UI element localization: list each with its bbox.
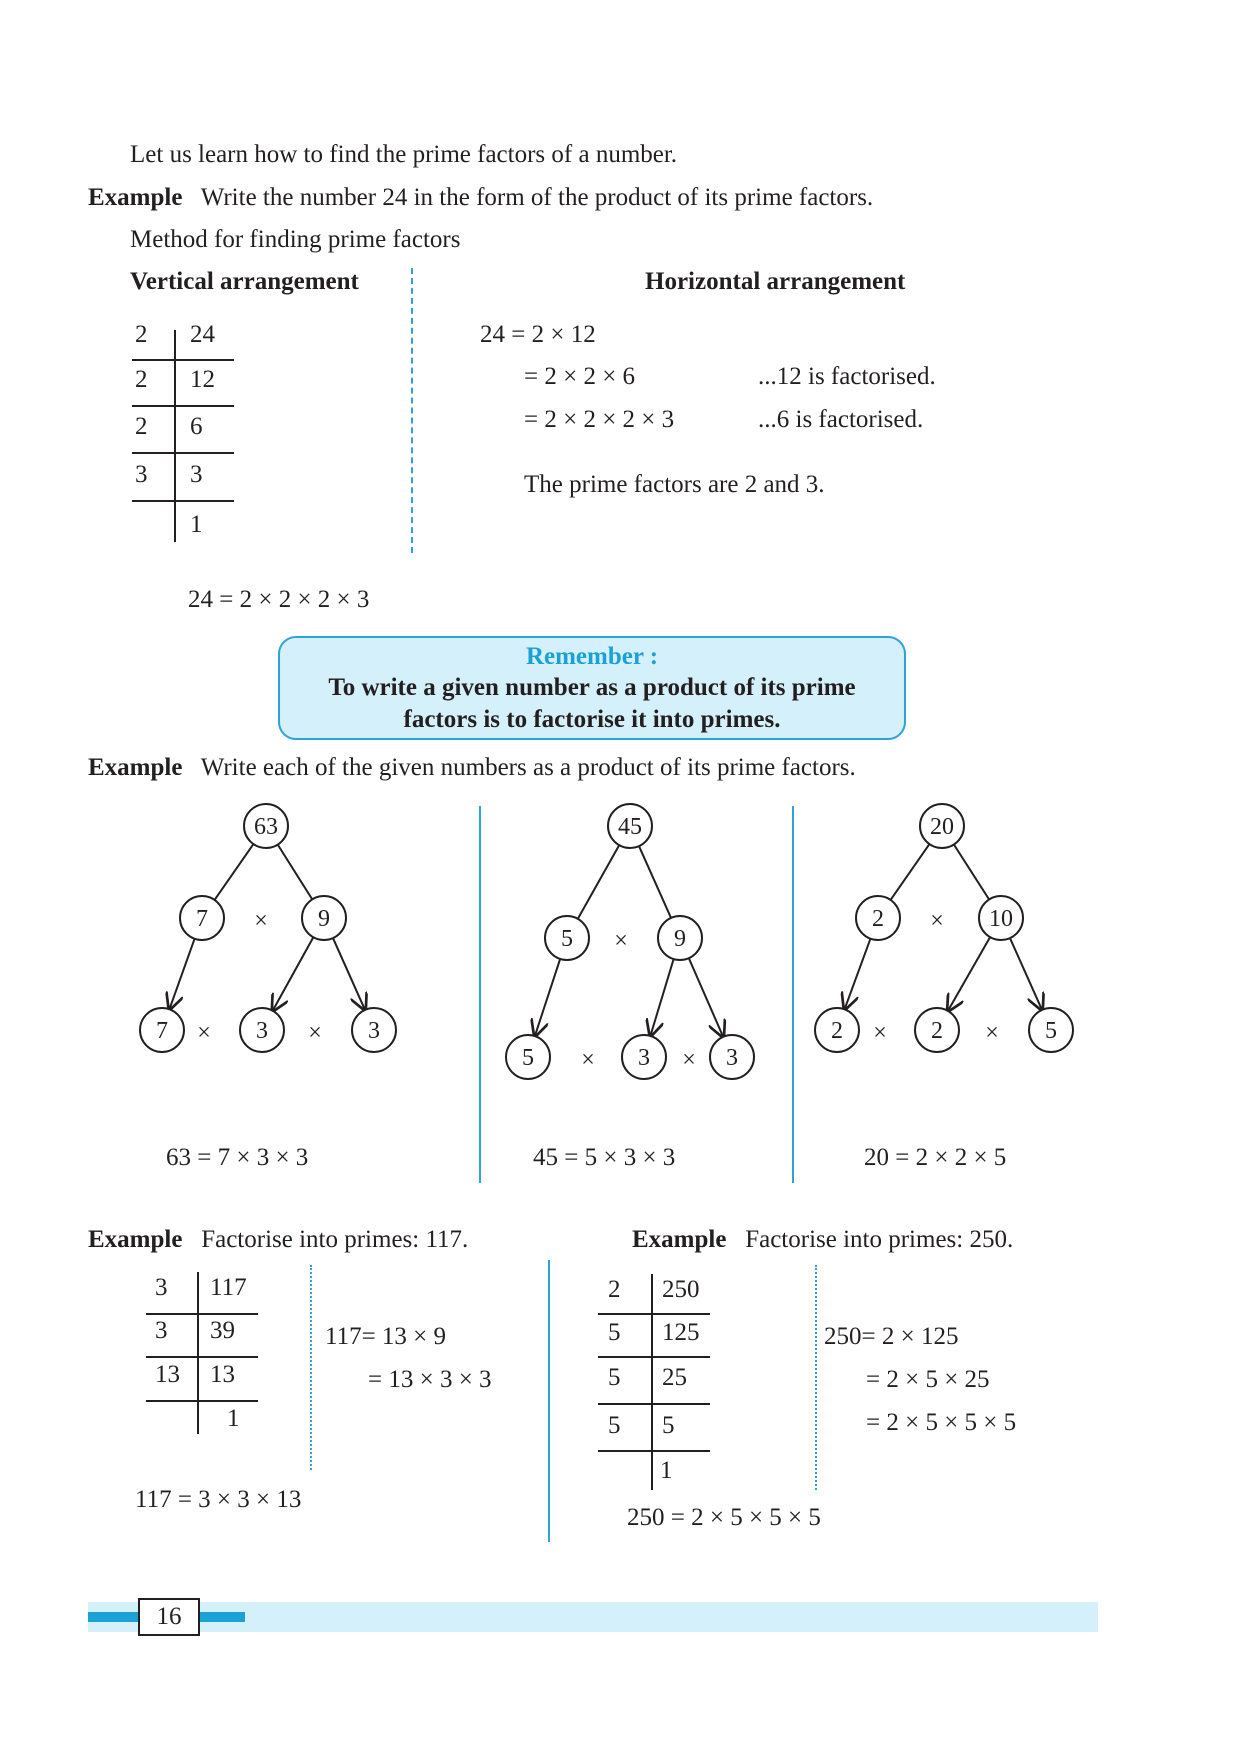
divisor: 13 [155, 1361, 180, 1388]
example-text: Write the number 24 in the form of the product of its prime factors. [200, 184, 874, 211]
table-rule [598, 1403, 710, 1405]
divisor: 5 [608, 1364, 621, 1391]
times-sign: × [197, 1020, 211, 1046]
quotient: 1 [227, 1405, 240, 1432]
horizontal-line: = 13 × 3 × 3 [368, 1366, 492, 1393]
example-3 [88, 1225, 468, 1255]
tree-prime-node: 3 [726, 1045, 738, 1071]
quotient: 6 [190, 413, 203, 440]
quotient: 25 [662, 1364, 687, 1391]
quotient: 3 [190, 461, 203, 488]
horizontal-line: = 2 × 5 × 5 × 5 [866, 1409, 1017, 1436]
tree-branch [650, 959, 673, 1036]
horizontal-line: 24 = 2 × 12 [480, 321, 596, 348]
horizontal-note: ...6 is factorised. [758, 406, 924, 433]
tree-branch [333, 938, 365, 1010]
horizontal-line: 250= 2 × 125 [824, 1323, 959, 1350]
tree-branch [535, 959, 560, 1036]
tree-root-node: 20 [930, 814, 954, 840]
remember-line: factors is to factorise it into primes. [403, 706, 781, 733]
quotient: 1 [660, 1457, 673, 1484]
times-sign: × [614, 928, 628, 954]
divisor: 2 [135, 321, 148, 348]
times-sign: × [930, 908, 944, 934]
vertical-heading: Vertical arrangement [130, 268, 359, 295]
dotted-separator [310, 1265, 312, 1470]
result-45: 45 = 5 × 3 × 3 [533, 1144, 676, 1171]
tree-prime-node: 3 [368, 1018, 380, 1044]
tree-factor-node: 10 [989, 906, 1013, 932]
table-rule [598, 1313, 710, 1315]
tree-prime-node: 7 [156, 1018, 168, 1044]
tree-branch [891, 844, 930, 900]
times-sign: × [682, 1047, 696, 1073]
tree-prime-node: 5 [1045, 1018, 1057, 1044]
table-rule [146, 1356, 258, 1358]
tree-branch [278, 845, 313, 900]
divisor: 2 [608, 1276, 621, 1303]
tree-factor-node: 9 [318, 906, 330, 932]
quotient: 13 [210, 1361, 235, 1388]
divisor: 2 [135, 413, 148, 440]
horizontal-line: = 2 × 2 × 6 [524, 363, 636, 390]
tree-prime-node: 3 [256, 1018, 268, 1044]
example-text: Factorise into primes: 117. [201, 1226, 469, 1253]
tree-branch [954, 845, 989, 900]
example-label: Example [88, 1226, 183, 1253]
result-20: 20 = 2 × 2 × 5 [864, 1144, 1007, 1171]
tree-factor-node: 7 [196, 906, 208, 932]
page-number: 16 [138, 1598, 200, 1636]
quotient: 1 [190, 511, 203, 538]
divisor: 3 [155, 1274, 168, 1301]
table-rule [146, 1313, 258, 1315]
example-label: Example [88, 754, 183, 781]
horizontal-line: = 2 × 2 × 2 × 3 [524, 406, 675, 433]
divisor: 5 [608, 1412, 621, 1439]
example-text: Factorise into primes: 250. [745, 1226, 1014, 1253]
tree-prime-node: 2 [831, 1018, 843, 1044]
tree-branch [845, 939, 871, 1010]
remember-line: To write a given number as a product of its prime [328, 674, 856, 701]
tree-branch [689, 958, 723, 1037]
table-divider [651, 1274, 653, 1490]
result-117: 117 = 3 × 3 × 13 [135, 1486, 302, 1513]
result-63: 63 = 7 × 3 × 3 [166, 1144, 309, 1171]
table-rule [598, 1450, 710, 1452]
tree-branch [639, 846, 671, 918]
times-sign: × [873, 1020, 887, 1046]
tree-branch [215, 844, 254, 900]
conclusion-text: The prime factors are 2 and 3. [524, 471, 825, 498]
table-rule [598, 1356, 710, 1358]
tree-root-node: 45 [618, 814, 642, 840]
times-sign: × [254, 908, 268, 934]
horizontal-line: = 2 × 5 × 25 [866, 1366, 990, 1393]
horizontal-note: ...12 is factorised. [758, 363, 936, 390]
intro-text: Let us learn how to find the prime factors of a number. [130, 141, 678, 168]
tree-branch [1010, 938, 1042, 1010]
tree-branch [578, 845, 619, 919]
example-separator [548, 1260, 550, 1542]
result-24: 24 = 2 × 2 × 2 × 3 [188, 586, 370, 613]
quotient: 5 [662, 1412, 675, 1439]
times-sign: × [985, 1020, 999, 1046]
remember-title: Remember : [525, 643, 659, 670]
quotient: 39 [210, 1317, 235, 1344]
horizontal-heading: Horizontal arrangement [645, 268, 906, 295]
tree-factor-node: 2 [872, 906, 884, 932]
tree-factor-node: 5 [561, 926, 573, 952]
tree-branch [948, 937, 990, 1011]
example-label: Example [88, 184, 183, 211]
times-sign: × [308, 1020, 322, 1046]
divisor: 2 [135, 366, 148, 393]
quotient: 117 [210, 1274, 247, 1301]
example-label: Example [632, 1226, 727, 1253]
divisor: 3 [135, 461, 148, 488]
times-sign: × [581, 1047, 595, 1073]
divisor: 5 [608, 1319, 621, 1346]
dotted-separator [815, 1265, 817, 1490]
example-4 [632, 1225, 1013, 1255]
tree-branch [273, 937, 314, 1011]
quotient: 24 [190, 321, 215, 348]
horizontal-line: 117= 13 × 9 [325, 1323, 447, 1350]
table-rule [146, 1400, 258, 1402]
quotient: 125 [662, 1319, 700, 1346]
divisor: 3 [155, 1317, 168, 1344]
quotient: 12 [190, 366, 215, 393]
tree-prime-node: 2 [931, 1018, 943, 1044]
example-text: Write each of the given numbers as a product of its prime factors. [200, 754, 856, 781]
result-250: 250 = 2 × 5 × 5 × 5 [627, 1504, 821, 1531]
method-text: Method for finding prime factors [130, 226, 461, 253]
tree-factor-node: 9 [674, 926, 686, 952]
tree-prime-node: 5 [522, 1045, 534, 1071]
tree-root-node: 63 [254, 814, 278, 840]
quotient: 250 [662, 1276, 700, 1303]
tree-branch [169, 939, 194, 1010]
tree-prime-node: 3 [638, 1045, 650, 1071]
table-divider [197, 1272, 199, 1434]
